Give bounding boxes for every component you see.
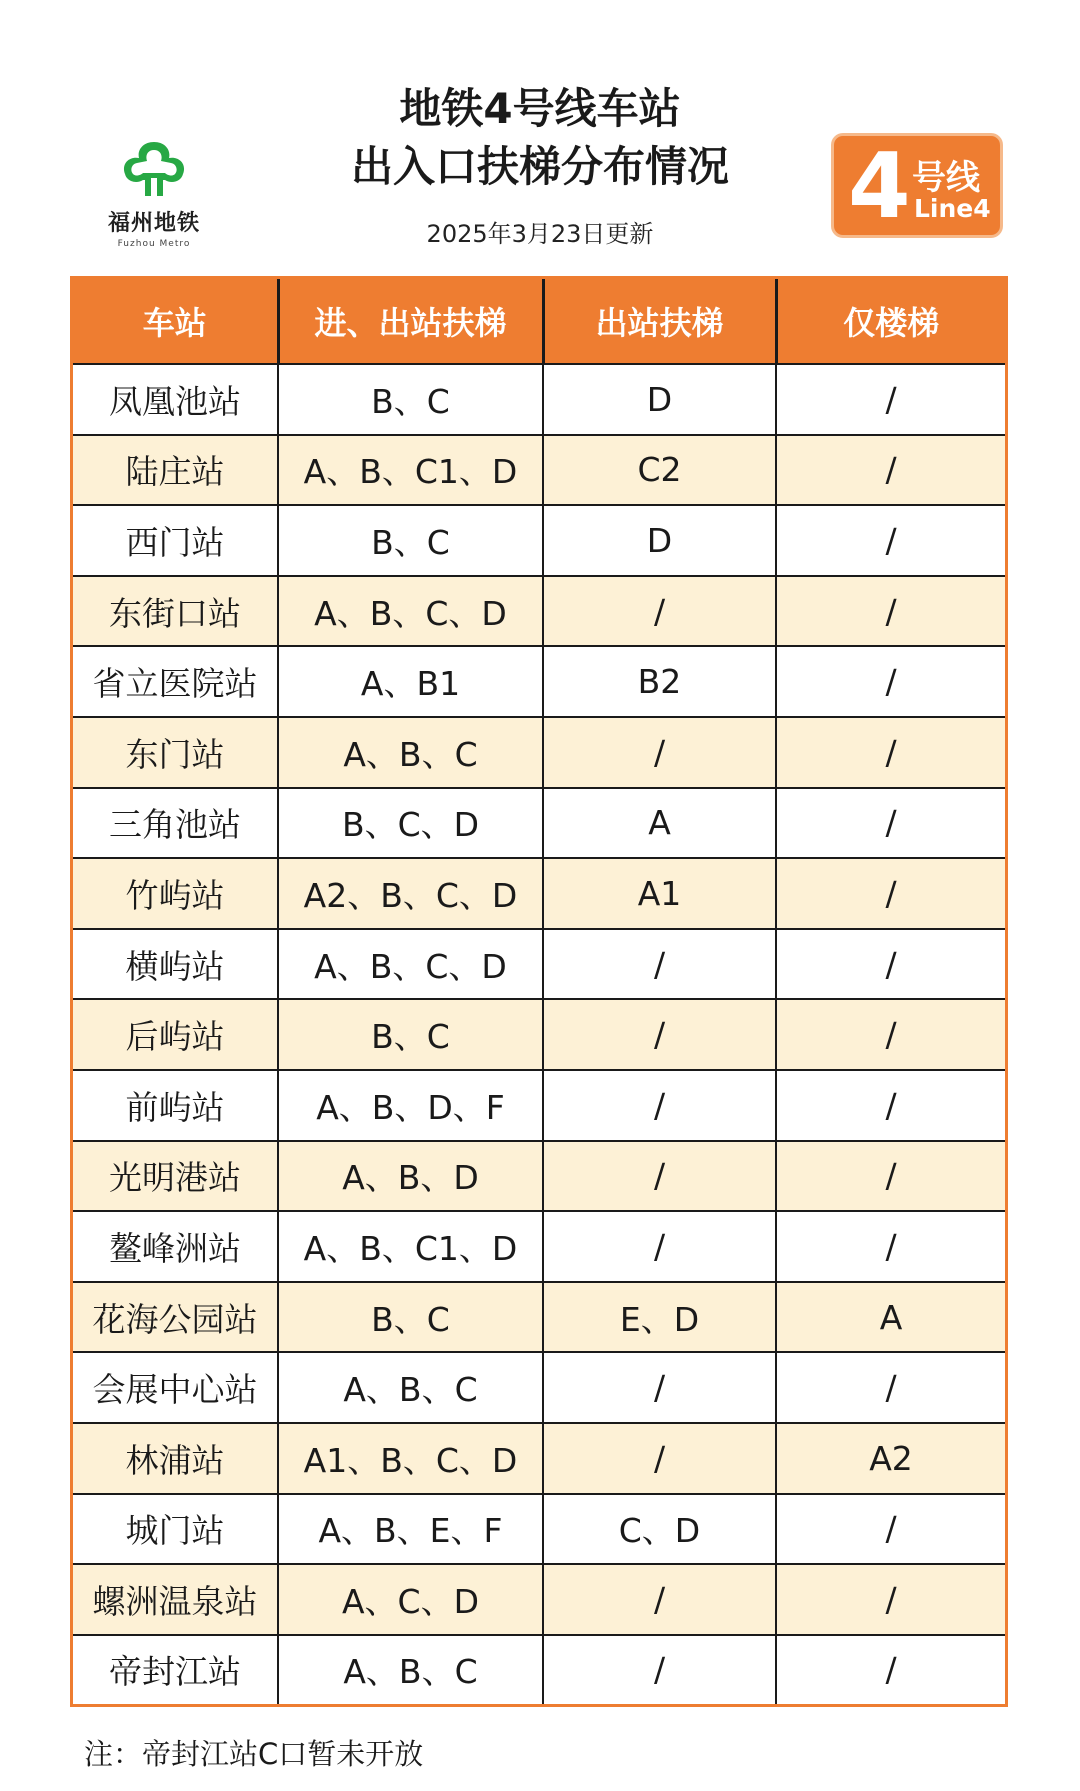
- table-row: [73, 999, 1005, 1070]
- cell-exit-escalator: B2: [543, 646, 776, 717]
- cell-station: 省立医院站: [73, 646, 278, 717]
- cell-in-out-escalator: A、C、D: [278, 1564, 543, 1635]
- cell-in-out-escalator: A2、B、C、D: [278, 858, 543, 929]
- table-row: [73, 1141, 1005, 1212]
- cell-stairs-only: A: [776, 1282, 1005, 1353]
- update-date: 2025年3月23日更新: [426, 220, 654, 248]
- cell-exit-escalator: C2: [543, 435, 776, 506]
- cell-stairs-only: /: [776, 364, 1005, 435]
- cell-exit-escalator: A1: [543, 858, 776, 929]
- cell-station: 凤凰池站: [73, 364, 278, 435]
- cell-station: 东街口站: [73, 576, 278, 647]
- cell-station: 林浦站: [73, 1423, 278, 1494]
- cell-station: 花海公园站: [73, 1282, 278, 1353]
- line4-badge: [831, 133, 1003, 238]
- title-line2: 出入口扶梯分布情况: [350, 142, 729, 191]
- cell-station: 后屿站: [73, 999, 278, 1070]
- cell-in-out-escalator: B、C、D: [278, 788, 543, 859]
- table-row: [73, 788, 1005, 859]
- cell-station: 前屿站: [73, 1070, 278, 1141]
- cell-in-out-escalator: A、B、C、D: [278, 929, 543, 1000]
- header-exit-escalator: 出站扶梯: [543, 279, 776, 364]
- table-row: [73, 1070, 1005, 1141]
- cell-in-out-escalator: A、B、E、F: [278, 1494, 543, 1565]
- logo-name: 福州地铁: [107, 211, 200, 236]
- cell-exit-escalator: E、D: [543, 1282, 776, 1353]
- table-header-row: [73, 279, 1005, 364]
- cell-in-out-escalator: A1、B、C、D: [278, 1423, 543, 1494]
- cell-stairs-only: /: [776, 1564, 1005, 1635]
- cell-in-out-escalator: A、B、D: [278, 1141, 543, 1212]
- cell-station: 东门站: [73, 717, 278, 788]
- cell-exit-escalator: A: [543, 788, 776, 859]
- cell-stairs-only: /: [776, 1494, 1005, 1565]
- cell-stairs-only: A2: [776, 1423, 1005, 1494]
- cell-stairs-only: /: [776, 435, 1005, 506]
- table-row: [73, 1635, 1005, 1705]
- cell-in-out-escalator: A、B、C: [278, 1352, 543, 1423]
- header-in-out-escalator: 进、出站扶梯: [278, 279, 543, 364]
- table-row: [73, 435, 1005, 506]
- cell-exit-escalator: /: [543, 1423, 776, 1494]
- cell-stairs-only: /: [776, 646, 1005, 717]
- cell-exit-escalator: D: [543, 364, 776, 435]
- cell-in-out-escalator: A、B、C、D: [278, 576, 543, 647]
- cell-station: 竹屿站: [73, 858, 278, 929]
- table-row: [73, 576, 1005, 647]
- cell-in-out-escalator: B、C: [278, 999, 543, 1070]
- cell-station: 螺洲温泉站: [73, 1564, 278, 1635]
- table-row: [73, 858, 1005, 929]
- badge-cn: 号线: [912, 158, 980, 198]
- cell-exit-escalator: /: [543, 576, 776, 647]
- cell-station: 会展中心站: [73, 1352, 278, 1423]
- cell-in-out-escalator: A、B、C: [278, 1635, 543, 1705]
- cell-stairs-only: /: [776, 1211, 1005, 1282]
- cell-stairs-only: /: [776, 929, 1005, 1000]
- cell-station: 西门站: [73, 505, 278, 576]
- table-row: [73, 505, 1005, 576]
- title-line1: 地铁4号线车站: [399, 84, 681, 133]
- cell-in-out-escalator: B、C: [278, 1282, 543, 1353]
- badge-number: 4: [848, 134, 911, 239]
- cell-stairs-only: /: [776, 1352, 1005, 1423]
- cell-stairs-only: /: [776, 999, 1005, 1070]
- cell-exit-escalator: /: [543, 1141, 776, 1212]
- table-row: [73, 1494, 1005, 1565]
- cell-stairs-only: /: [776, 1141, 1005, 1212]
- cell-in-out-escalator: A、B、C1、D: [278, 435, 543, 506]
- table-row: [73, 717, 1005, 788]
- cell-stairs-only: /: [776, 1635, 1005, 1705]
- cell-in-out-escalator: A、B、C1、D: [278, 1211, 543, 1282]
- cell-station: 鳌峰洲站: [73, 1211, 278, 1282]
- cell-in-out-escalator: A、B、C: [278, 717, 543, 788]
- cell-station: 光明港站: [73, 1141, 278, 1212]
- cell-in-out-escalator: A、B1: [278, 646, 543, 717]
- table-row: [73, 364, 1005, 435]
- header-station: 车站: [73, 279, 278, 364]
- cell-stairs-only: /: [776, 717, 1005, 788]
- table-row: [73, 1352, 1005, 1423]
- cell-stairs-only: /: [776, 788, 1005, 859]
- cell-stairs-only: /: [776, 1070, 1005, 1141]
- table-row: [73, 1282, 1005, 1353]
- cell-exit-escalator: C、D: [543, 1494, 776, 1565]
- header-stairs-only: 仅楼梯: [776, 279, 1005, 364]
- cell-station: 帝封江站: [73, 1635, 278, 1705]
- cell-exit-escalator: /: [543, 999, 776, 1070]
- cell-exit-escalator: /: [543, 1070, 776, 1141]
- cell-exit-escalator: /: [543, 929, 776, 1000]
- table-row: [73, 646, 1005, 717]
- cell-in-out-escalator: B、C: [278, 505, 543, 576]
- cell-exit-escalator: /: [543, 1564, 776, 1635]
- table-row: [73, 1211, 1005, 1282]
- escalator-table: [70, 276, 1008, 1707]
- badge-en: Line4: [914, 194, 991, 223]
- table-row: [73, 929, 1005, 1000]
- cell-exit-escalator: /: [543, 1635, 776, 1705]
- table-row: [73, 1423, 1005, 1494]
- logo-en: Fuzhou Metro: [117, 239, 191, 249]
- cell-station: 城门站: [73, 1494, 278, 1565]
- cell-stairs-only: /: [776, 858, 1005, 929]
- cell-exit-escalator: /: [543, 1352, 776, 1423]
- footnote: 注：帝封江站C口暂未开放: [84, 1737, 424, 1771]
- cell-exit-escalator: /: [543, 1211, 776, 1282]
- cell-in-out-escalator: B、C: [278, 364, 543, 435]
- cell-exit-escalator: D: [543, 505, 776, 576]
- cell-in-out-escalator: A、B、D、F: [278, 1070, 543, 1141]
- cell-stairs-only: /: [776, 576, 1005, 647]
- cell-station: 三角池站: [73, 788, 278, 859]
- table-row: [73, 1564, 1005, 1635]
- cell-exit-escalator: /: [543, 717, 776, 788]
- cell-station: 陆庄站: [73, 435, 278, 506]
- cell-station: 横屿站: [73, 929, 278, 1000]
- cell-stairs-only: /: [776, 505, 1005, 576]
